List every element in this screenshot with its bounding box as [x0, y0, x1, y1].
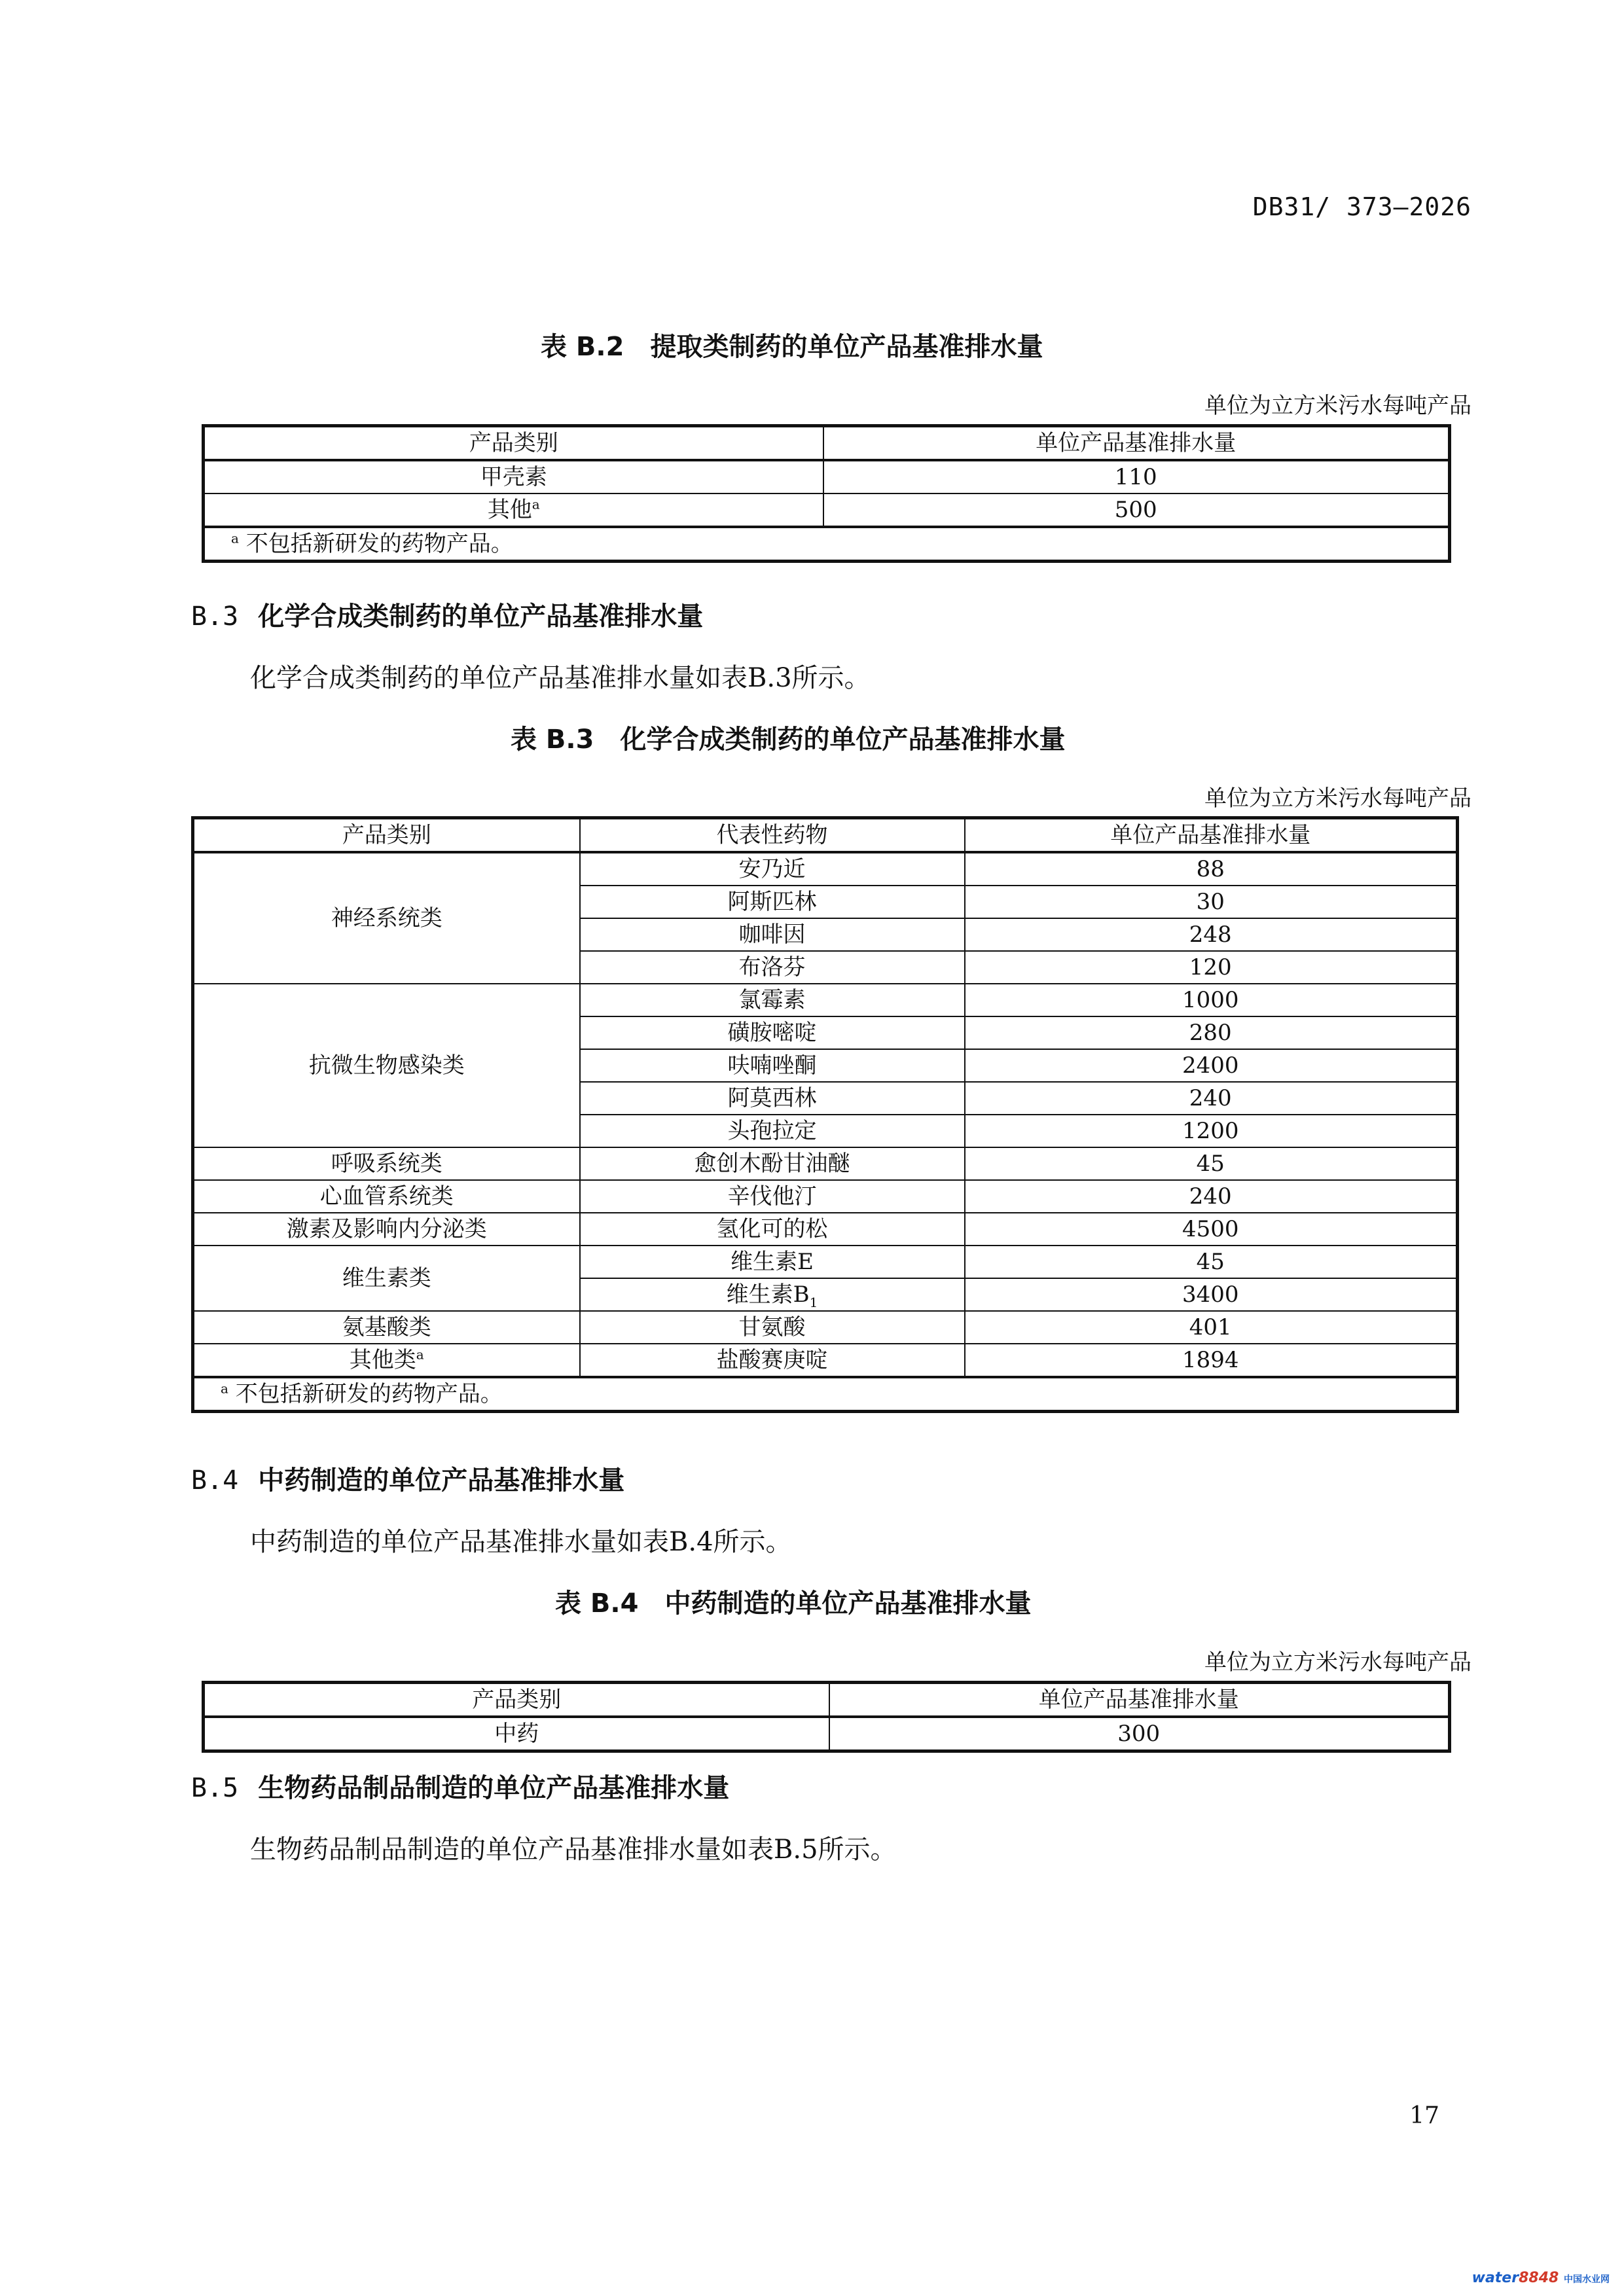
section-b5-heading: B.5 生物药品制品制造的单位产品基准排水量	[191, 1773, 730, 1803]
header-cell: 单位产品基准排水量	[829, 1683, 1450, 1717]
header-cell: 产品类别	[204, 426, 823, 461]
drug-cell: 阿莫西林	[580, 1082, 965, 1115]
drug-cell: 氯霉素	[580, 984, 965, 1016]
watermark-logo: water8848 中国水业网	[1471, 2270, 1610, 2286]
table-b2-unit: 单位为立方米污水每吨产品	[1204, 393, 1471, 419]
drug-cell: 磺胺嘧啶	[580, 1016, 965, 1049]
value-cell: 30	[965, 886, 1458, 918]
table-row	[193, 1180, 1458, 1213]
section-b4-text: 中药制造的单位产品基准排水量如表B.4所示。	[250, 1527, 792, 1557]
header-cell: 产品类别	[204, 1683, 829, 1717]
footnote-mark: a	[532, 496, 540, 512]
footnote-mark: a	[416, 1346, 424, 1363]
value-cell: 1200	[965, 1115, 1458, 1147]
table-b4-title: 表 B.4 中药制造的单位产品基准排水量	[555, 1588, 1032, 1619]
drug-cell: 辛伐他汀	[580, 1180, 965, 1213]
drug-cell: 头孢拉定	[580, 1115, 965, 1147]
drug-cell: 甘氨酸	[580, 1311, 965, 1344]
header-cell: 代表性药物	[580, 818, 965, 853]
table-row	[193, 852, 1458, 886]
table-header-row	[204, 1683, 1450, 1717]
value-cell: 120	[965, 951, 1458, 984]
drug-cell: 维生素E	[580, 1246, 965, 1278]
drug-cell: 咖啡因	[580, 918, 965, 951]
value-cell: 88	[965, 852, 1458, 886]
header-cell: 产品类别	[193, 818, 580, 853]
section-b5-text: 生物药品制品制造的单位产品基准排水量如表B.5所示。	[250, 1835, 897, 1865]
table-note-row	[204, 527, 1450, 562]
value-cell: 45	[965, 1246, 1458, 1278]
section-b3-text: 化学合成类制药的单位产品基准排水量如表B.3所示。	[250, 663, 871, 693]
category-cell: 激素及影响内分泌类	[193, 1213, 580, 1246]
category-cell: 中药	[204, 1717, 829, 1751]
value-cell: 280	[965, 1016, 1458, 1049]
value-cell: 300	[829, 1717, 1450, 1751]
table-row	[193, 1147, 1458, 1180]
drug-cell: 盐酸赛庚啶	[580, 1344, 965, 1377]
table-b3-title: 表 B.3 化学合成类制药的单位产品基准排水量	[511, 725, 1066, 755]
category-cell: 甲壳素	[204, 460, 823, 493]
table-row	[204, 493, 1450, 527]
drug-cell: 阿斯匹林	[580, 886, 965, 918]
table-note: $^a$ 不包括新研发的药物产品。	[204, 527, 1450, 562]
header-cell: 单位产品基准排水量	[823, 426, 1450, 461]
document-id: DB31/ 373—2026	[1252, 192, 1471, 221]
value-cell: 500	[823, 493, 1450, 527]
drug-cell: 安乃近	[580, 852, 965, 886]
table-row	[193, 1311, 1458, 1344]
table-row	[204, 460, 1450, 493]
table-b2-title: 表 B.2 提取类制药的单位产品基准排水量	[541, 332, 1043, 362]
value-cell: 240	[965, 1082, 1458, 1115]
value-cell: 110	[823, 460, 1450, 493]
table-b4	[202, 1681, 1451, 1753]
table-row	[193, 984, 1458, 1016]
table-note: $^a$ 不包括新研发的药物产品。	[193, 1377, 1458, 1412]
table-b3	[191, 816, 1459, 1413]
category-cell: 呼吸系统类	[193, 1147, 580, 1180]
category-cell: 维生素类	[193, 1246, 580, 1311]
value-cell: 248	[965, 918, 1458, 951]
drug-cell: 氢化可的松	[580, 1213, 965, 1246]
category-cell: 氨基酸类	[193, 1311, 580, 1344]
drug-cell: 愈创木酚甘油醚	[580, 1147, 965, 1180]
table-header-row	[204, 426, 1450, 461]
page-number: 17	[1409, 2102, 1439, 2129]
value-cell: 1894	[965, 1344, 1458, 1377]
drug-cell: 布洛芬	[580, 951, 965, 984]
table-note-row	[193, 1377, 1458, 1412]
value-cell: 401	[965, 1311, 1458, 1344]
table-row	[193, 1246, 1458, 1278]
section-b3-heading: B.3 化学合成类制药的单位产品基准排水量	[191, 601, 704, 632]
category-cell: 其他类$^a$	[193, 1344, 580, 1377]
table-b3-unit: 单位为立方米污水每吨产品	[1204, 785, 1471, 812]
section-b4-heading: B.4 中药制造的单位产品基准排水量	[191, 1465, 625, 1496]
category-cell: 心血管系统类	[193, 1180, 580, 1213]
value-cell: 3400	[965, 1278, 1458, 1311]
table-b4-unit: 单位为立方米污水每吨产品	[1204, 1649, 1471, 1676]
value-cell: 45	[965, 1147, 1458, 1180]
category-cell: 其他$^a$	[204, 493, 823, 527]
drug-cell: 维生素$B_1$	[580, 1278, 965, 1311]
table-row	[193, 1213, 1458, 1246]
table-row	[204, 1717, 1450, 1751]
value-cell: 1000	[965, 984, 1458, 1016]
value-cell: 240	[965, 1180, 1458, 1213]
category-cell: 神经系统类	[193, 852, 580, 984]
drug-cell: 呋喃唑酮	[580, 1049, 965, 1082]
value-cell: 2400	[965, 1049, 1458, 1082]
value-cell: 4500	[965, 1213, 1458, 1246]
table-row	[193, 1344, 1458, 1377]
header-cell: 单位产品基准排水量	[965, 818, 1458, 853]
table-header-row	[193, 818, 1458, 853]
category-cell: 抗微生物感染类	[193, 984, 580, 1147]
table-b2	[202, 424, 1451, 563]
